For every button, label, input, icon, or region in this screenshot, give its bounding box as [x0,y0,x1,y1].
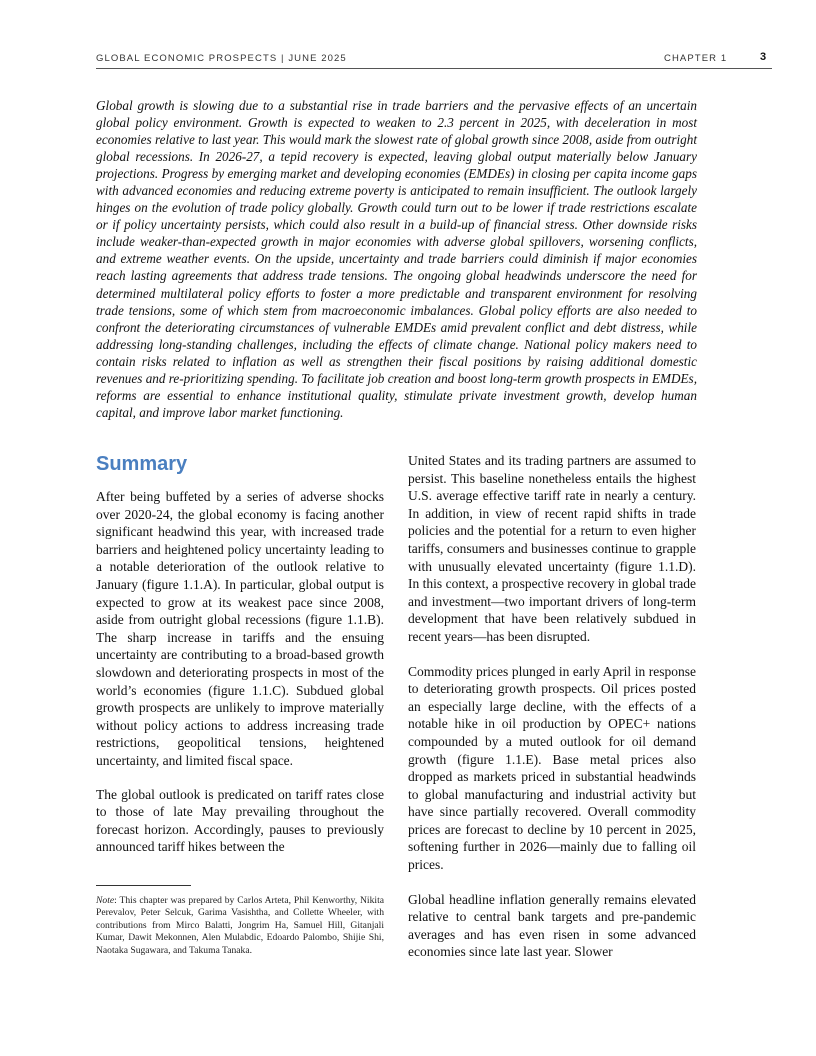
running-header-title: GLOBAL ECONOMIC PROSPECTS | JUNE 2025 [96,53,347,64]
footnote-divider [96,885,191,886]
summary-paragraph: United States and its trading partners are assumed to persist. This baseline nonetheless entails the highest U.S. average effective tariff rate in nearly a century. In addition, in view of recent rapid shifts in trade policies and the potential for a return to even higher tariffs, consumers and businesses continue to grapple with unusually elevated uncertainty (figure 1.1.D). In this context, a prospective recovery in global trade and investment—two important drivers of long-term development that have been relatively subdued in recent years—has been disrupted. [408,453,696,644]
footnote-label: Note [96,895,115,906]
summary-paragraph: The global outlook is predicated on tariff rates close to those of late May prevailing throughout the forecast horizon. Accordingly, pauses to previously announced tariff hikes between the [96,786,384,855]
header-divider [96,68,772,69]
section-heading-summary: Summary [96,453,188,475]
summary-paragraph: Commodity prices plunged in early April in response to deteriorating growth prospects. Oil prices posted an especially large decline, with the effects of a notable hike in oil production by OPEC+ nations compounded by a muted outlook for oil demand growth (figure 1.1.E). Base metal prices also dropped as markets priced in substantial headwinds to global manufacturing and industrial activity but have since partially recovered. Overall commodity prices are forecast to decline by 10 percent in 2025, softening further in 2026—mainly due to falling oil prices. [408,663,696,873]
left-column [96,452,384,856]
footnote-text: : This chapter was prepared by Carlos Arteta, Phil Kenworthy, Nikita Perevalov, Peter Selcuk, Garima Vasishtha, and Collette Wheeler, with contributions from Mirco Balatti, Jongrim Ha, Samuel Hill, Gitanjali Kumar, Dawit Mekonnen, Alen Mulabdic, Edoardo Palombo, Shijie Shi, Naotaka Sugawara, and Takuma Tanaka. [96,895,384,956]
right-column [408,452,696,961]
chapter-abstract: Global growth is slowing due to a substantial rise in trade barriers and the pervasive effects of an uncertain global policy environment. Growth is expected to weaken to 2.3 percent in 2025, with deceleration in most economies relative to last year. This would mark the slowest rate of global growth since 2008, aside from outright global recessions. In 2026-27, a tepid recovery is expected, leaving global output materially below January projections. Progress by emerging market and developing economies (EMDEs) in closing per capita income gaps with advanced economies and reducing extreme poverty is anticipated to remain insufficient. The outlook largely hinges on the evolution of trade policy globally. Growth could turn out to be lower if trade restrictions escalate or if policy uncertainty persists, which could also result in a build-up of financial stress. Other downside risks include weaker-than-expected growth in major economies with adverse global spillovers, worsening conflicts, and extreme weather events. On the upside, uncertainty and trade barriers could diminish if major economies reach lasting agreements that address trade tensions. The ongoing global headwinds underscore the need for determined multilateral policy efforts to foster a more predictable and transparent environment for resolving trade tensions, some of which stem from macroeconomic imbalances. Global policy efforts are also needed to confront the deteriorating circumstances of vulnerable EMDEs amid prevalent conflict and debt distress, while addressing long-standing challenges, including the effects of climate change. National policy makers need to contain risks related to inflation as well as strengthen their fiscal positions by raising additional domestic revenues and re-prioritizing spending. To facilitate job creation and boost long-term growth prospects in EMDEs, reforms are essential to enhance institutional quality, stimulate private investment growth, develop human capital, and improve labor market functioning. [96,98,697,420]
summary-paragraph: After being buffeted by a series of adverse shocks over 2020-24, the global economy is facing another significant headwind this year, with increased trade barriers and heightened policy uncertainty leading to a notable deterioration of the outlook relative to January (figure 1.1.A). In particular, global output is expected to grow at its weakest pace since 2008, aside from outright global recessions (figure 1.1.B). The sharp increase in tariffs and the ensuing uncertainty are contributing to a broad-based growth slowdown and deteriorating prospects in most of the world’s economies (figure 1.1.C). Subdued global growth prospects are unlikely to improve materially without policy actions to address increasing trade restrictions, geopolitical tensions, heightened uncertainty, and limited fiscal space. [96,489,384,768]
running-header-chapter: CHAPTER 1 [664,53,728,64]
footnote [96,895,384,957]
summary-paragraph: Global headline inflation generally remains elevated relative to central bank targets and pre-pandemic averages and has even risen in some advanced economies since late last year. Slower [408,891,696,960]
page-number: 3 [760,51,767,63]
